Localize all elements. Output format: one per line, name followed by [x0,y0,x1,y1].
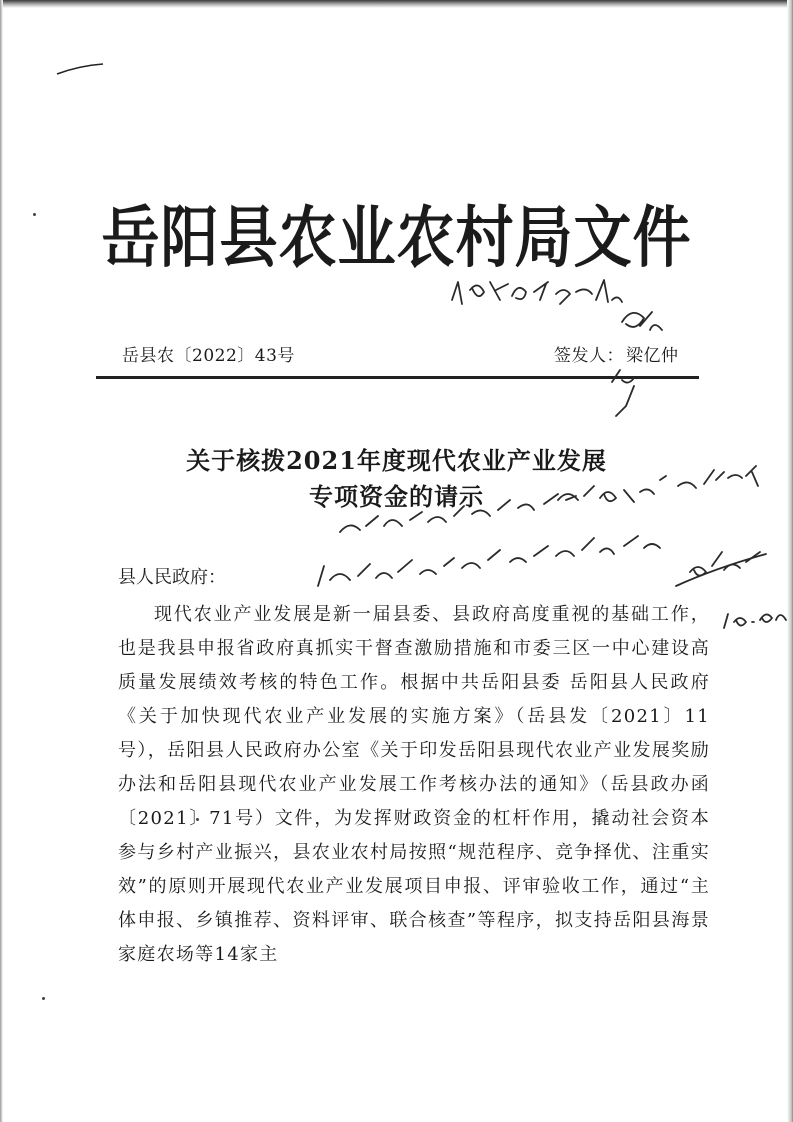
issuing-authority-header: 岳阳县农业农村局文件 [101,198,692,277]
handwritten-date-right [724,614,786,628]
document-title-line-1: 关于核拨2021年度现代农业产业发展 [186,446,607,475]
handwritten-approval-note [452,280,622,304]
handwritten-note-line-2 [340,494,576,532]
handwritten-date-top [612,370,634,416]
handwritten-underline-stroke [676,554,766,586]
handwritten-note-line-3 [318,536,660,586]
addressee: 县人民政府： [118,567,226,588]
handwritten-note-title-right [558,466,758,502]
signer-name: 梁亿仲 [626,346,679,366]
signer-label: 签发人： [554,346,624,366]
document-title-line-2: 专项资金的请示 [309,482,484,511]
document-number: 岳县农〔2022〕43号 [122,346,295,366]
handwritten-signature-right [690,552,760,576]
body-paragraph: 现代农业产业发展是新一届县委、县政府高度重视的基础工作，也是我县申报省政府真抓实干督查激励措施和市委三区一中心建设高质量发展绩效考核的特色工作。根据中共岳阳县委 岳阳县人民政府《关于加快现代农业产业发展的实施方案》（岳县发〔2021〕11号），岳阳县人民政府办公室《关于印发岳阳县现代农业产业发展奖励办法和岳阳县现代农业产业发展工作考核办法的通知》（岳县政办函〔2021〕71号）文件，为发挥财政资金的杠杆作用，撬动社会资本参与乡村产业振兴，县农业农村局按照“规范程序、竞争择优、注重实效”的原则开展现代农业产业发展项目申报、评审验收工作，通过“主体申报、乡镇推荐、资料评审、联合核查”等程序，拟支持岳阳县海景家庭农场等14家主 [118,604,710,965]
handwritten-signature-top [622,312,662,330]
